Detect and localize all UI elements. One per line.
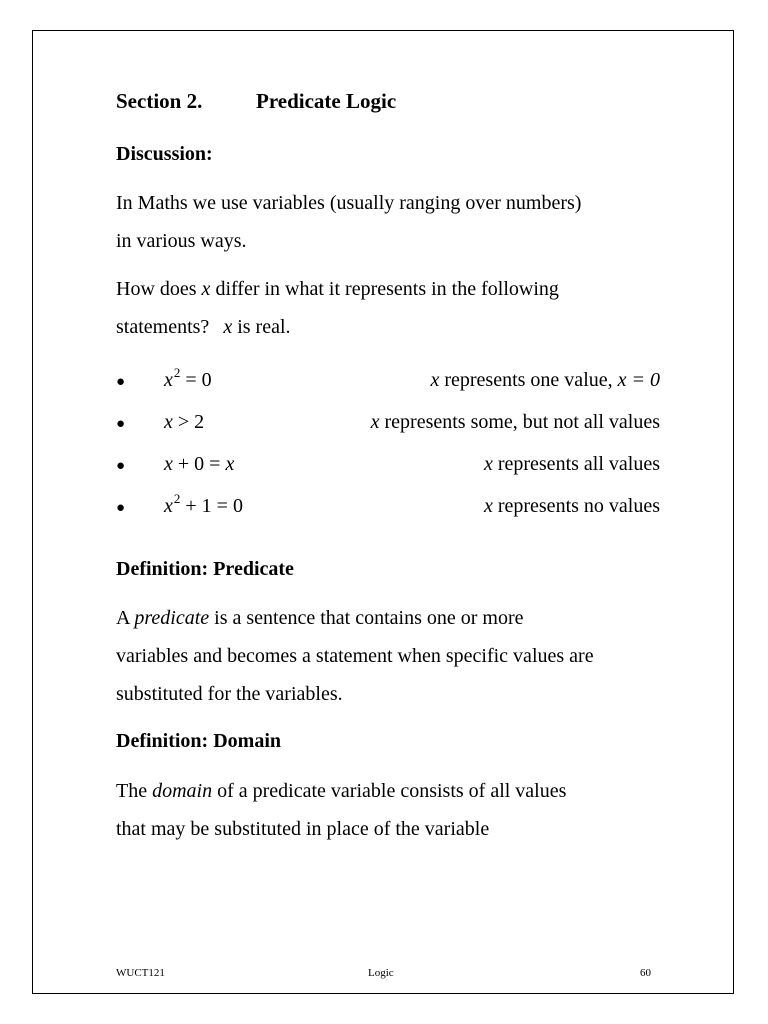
footer-page-number: 60 xyxy=(640,967,651,979)
bullet-dot: ● xyxy=(116,416,126,432)
discussion-paragraph-1 xyxy=(116,184,581,260)
paragraph-line: in various ways. xyxy=(116,230,247,252)
definition-domain-text xyxy=(116,772,566,848)
paragraph-line: substituted for the variables. xyxy=(116,683,343,705)
paragraph-line: A predicate is a sentence that contains one or more xyxy=(116,607,524,629)
bullet-note: x represents no values xyxy=(483,495,660,517)
discussion-paragraph-2 xyxy=(116,270,559,346)
paragraph-line: variables and becomes a statement when specific values are xyxy=(116,645,594,667)
bullet-dot: ● xyxy=(116,500,126,516)
definition-domain-heading: Definition: Domain xyxy=(116,730,281,752)
discussion-heading: Discussion: xyxy=(116,143,213,165)
definition-predicate-heading: Definition: Predicate xyxy=(116,558,294,580)
section-number: Section 2. xyxy=(116,89,203,113)
section-title: Predicate Logic xyxy=(256,89,397,113)
bullet-dot: ● xyxy=(116,458,126,474)
bullet-note: x represents one value, x = 0 xyxy=(430,369,660,391)
bullet-equation: $x^2 + 1 = 0$ xyxy=(164,491,243,517)
paragraph-line: In Maths we use variables (usually ranging over numbers) xyxy=(116,192,582,214)
bullet-equation: x > 2 xyxy=(164,411,205,433)
bullet-equation: x + 0 = x xyxy=(164,453,235,475)
definition-predicate-text xyxy=(116,599,594,713)
paragraph-line: How does x differ in what it represents in the following xyxy=(116,278,559,300)
footer-course-code: WUCT121 xyxy=(116,967,165,979)
bullet-equation: $x^2 = 0$ xyxy=(164,365,212,391)
paragraph-line: statements? x is real. xyxy=(116,316,291,338)
bullet-note: x represents some, but not all values xyxy=(370,411,660,433)
footer-subject: Logic xyxy=(368,967,394,979)
bullet-note: x represents all values xyxy=(483,453,660,475)
paragraph-line: The domain of a predicate variable consists of all values xyxy=(116,780,567,802)
paragraph-line: that may be substituted in place of the variable xyxy=(116,818,490,840)
bullet-dot: ● xyxy=(116,374,126,390)
